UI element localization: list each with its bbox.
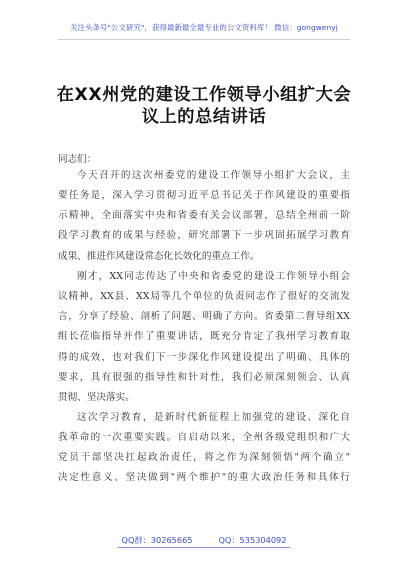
header-divider (58, 39, 350, 40)
footer-underline (118, 547, 290, 548)
paragraph-line: 言，分享了经验、剖析了问题、明确了方向。省委第二督导组XX (58, 311, 350, 323)
paragraph-line: 党员干部坚决扛起政治责任，将之作为深刻领悟"两个确立" (58, 452, 350, 464)
paragraph-line: 要任务是，深入学习贯彻习近平总书记关于作风建设的重要指 (58, 190, 350, 202)
title-line-2: 议上的总结讲话 (141, 107, 267, 127)
paragraph-line: 段学习教育的成果与经验，研究部署下一步巩固拓展学习教育 (58, 230, 350, 242)
paragraph-line: 今天召开的这次州委党的建设工作领导小组扩大会议，主 (77, 170, 350, 181)
document-title (40, 84, 368, 128)
paragraph-2 (58, 267, 350, 408)
title-line-1: 在XX州党的建设工作领导小组扩大会 (56, 85, 352, 105)
footer-qq: QQ：535304092 (218, 535, 287, 545)
paragraph-line: 得的成效，也对我们下一步深化作风建设提出了明确、具体的 (58, 351, 350, 363)
footer-contact (0, 535, 408, 546)
paragraph-line: 示精神，全面落实中央和省委有关会议部署，总结全州前一阶 (58, 210, 350, 222)
paragraph-line: 刚才，XX同志传达了中央和省委党的建设工作领导小组会 (77, 271, 350, 282)
paragraph-line: 组长莅临指导并作了重要讲话，既充分肯定了我州学习教育取 (58, 331, 350, 343)
paragraph-line: 成果、推进作风建设常态化长效化的重点工作。 (58, 250, 260, 262)
paragraph-3 (58, 408, 350, 489)
footer-qq-group: QQ群：30265665 (121, 535, 193, 545)
paragraph-line: 议精神，XX县、XX局等几个单位的负责同志作了很好的交流发 (58, 291, 350, 303)
header-promo-note: 关注头条号"公文研究"，获得最新最全最专业的公文资料库！ 微信：gongwenyj (70, 23, 338, 32)
paragraph-line: 贯彻、坚决落实。 (58, 391, 135, 403)
paragraph-line: 决定性意义、坚决做到"两个维护"的重大政治任务和具体行 (58, 472, 350, 484)
paragraph-line: 这次学习教育，是新时代新征程上加强党的建设、深化自 (77, 412, 350, 423)
paragraph-1 (58, 166, 350, 267)
paragraph-line: 我革命的一次重要实践。自启动以来，全州各级党组织和广大 (58, 432, 350, 444)
paragraph-line: 要求，具有很强的指导性和针对性，我们必须深刻领会、认真 (58, 371, 350, 383)
greeting: 同志们： (58, 154, 97, 165)
